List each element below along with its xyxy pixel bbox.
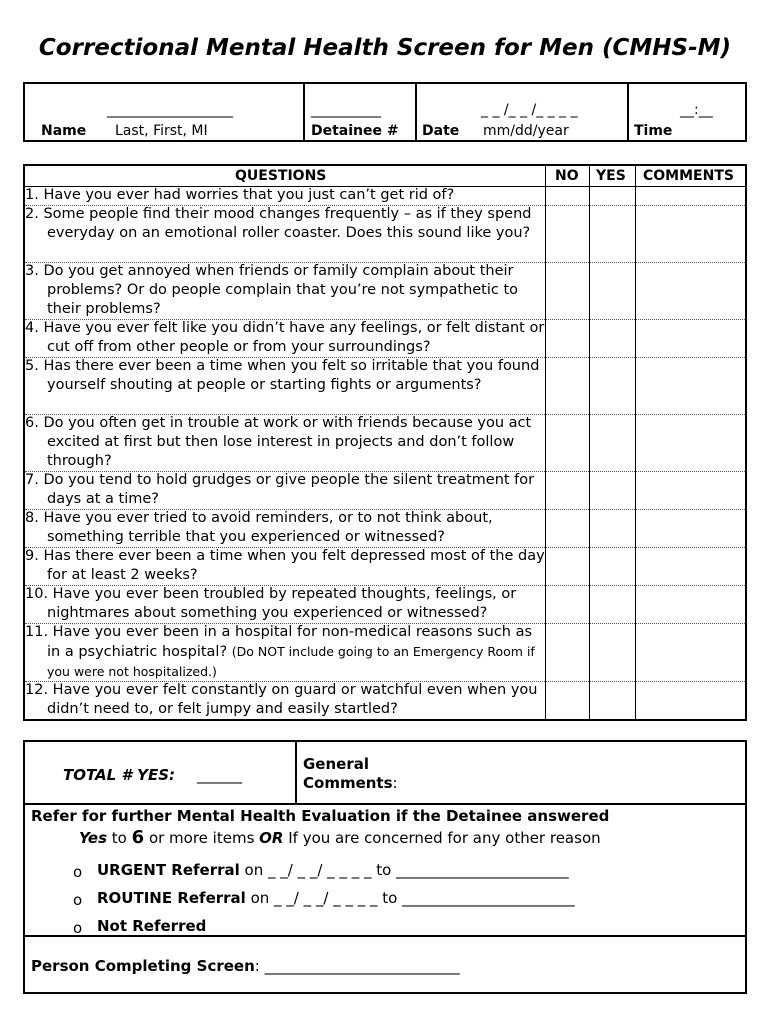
question-2-comments-cell[interactable] bbox=[636, 205, 745, 262]
question-4: 4. Have you ever felt like you didn’t have any feelings, or felt distant or cut off from other people or from your surroundings? bbox=[25, 320, 545, 355]
question-11-yes-cell[interactable] bbox=[590, 623, 635, 681]
detainee-info-box bbox=[23, 82, 747, 142]
urgent-referral: URGENT Referral on _ _/ _ _/ _ _ _ _ to _______________________ bbox=[97, 861, 569, 879]
name-label: Name bbox=[41, 123, 87, 139]
no-header: NO bbox=[555, 168, 579, 184]
name-hint: Last, First, MI bbox=[115, 123, 208, 139]
question-1-yes-cell[interactable] bbox=[590, 186, 635, 205]
question-12-comments-cell[interactable] bbox=[636, 681, 745, 719]
comments-header: COMMENTS bbox=[643, 168, 734, 184]
question-1-comments-cell[interactable] bbox=[636, 186, 745, 205]
detainee-number-field[interactable]: __________ bbox=[311, 102, 381, 118]
question-7-yes-cell[interactable] bbox=[590, 471, 635, 509]
question-3: 3. Do you get annoyed when friends or family complain about their problems? Or do people complain that you’re not sympathetic to their problems? bbox=[25, 263, 519, 317]
urgent-checkbox[interactable]: o bbox=[73, 863, 83, 881]
general-comments-label: General bbox=[303, 755, 369, 773]
date-label: Date bbox=[422, 123, 460, 139]
referral-criteria: Refer for further Mental Health Evaluation if the Detainee answered bbox=[31, 807, 610, 825]
question-5-comments-cell[interactable] bbox=[636, 357, 745, 414]
question-11-comments-cell[interactable] bbox=[636, 623, 745, 681]
question-11-no-cell[interactable] bbox=[546, 623, 589, 681]
question-7-no-cell[interactable] bbox=[546, 471, 589, 509]
question-6-no-cell[interactable] bbox=[546, 414, 589, 471]
questions-table bbox=[23, 164, 747, 721]
question-11-note: (Do NOT include going to an Emergency Room if you were not hospitalized.) bbox=[47, 644, 535, 679]
question-6-comments-cell[interactable] bbox=[636, 414, 745, 471]
question-10-no-cell[interactable] bbox=[546, 585, 589, 623]
yes-header: YES bbox=[596, 168, 626, 184]
page-title: Correctional Mental Health Screen for Men (CMHS-M) bbox=[38, 35, 732, 61]
question-9: 9. Has there ever been a time when you felt depressed most of the day for at least 2 weeks? bbox=[25, 548, 545, 583]
question-5: 5. Has there ever been a time when you felt so irritable that you found yourself shouting at people or starting fights or arguments? bbox=[25, 358, 540, 393]
question-11: 11. Have you ever been in a hospital for non-medical reasons such as in a psychiatric hospital? (Do NOT include going to an Emergency Room if you were not hospitalized.) bbox=[25, 624, 535, 679]
question-6: 6. Do you often get in trouble at work or with friends because you act excited at first but then lose interest in projects and don’t follow through? bbox=[25, 415, 532, 469]
question-8-comments-cell[interactable] bbox=[636, 509, 745, 547]
total-yes-field[interactable]: ______ bbox=[197, 766, 242, 784]
question-12-no-cell[interactable] bbox=[546, 681, 589, 719]
question-5-yes-cell[interactable] bbox=[590, 357, 635, 414]
question-6-yes-cell[interactable] bbox=[590, 414, 635, 471]
question-2: 2. Some people find their mood changes frequently – as if they spend everyday on an emotional roller coaster. Does this sound like you? bbox=[25, 206, 532, 241]
question-12: 12. Have you ever felt constantly on guard or watchful even when you didn’t need to, or felt jumpy and easily startled? bbox=[25, 682, 538, 717]
question-8-no-cell[interactable] bbox=[546, 509, 589, 547]
time-field[interactable]: __:__ bbox=[680, 102, 713, 118]
question-8-yes-cell[interactable] bbox=[590, 509, 635, 547]
question-4-yes-cell[interactable] bbox=[590, 319, 635, 357]
question-3-yes-cell[interactable] bbox=[590, 262, 635, 319]
question-10-yes-cell[interactable] bbox=[590, 585, 635, 623]
question-5-no-cell[interactable] bbox=[546, 357, 589, 414]
question-4-comments-cell[interactable] bbox=[636, 319, 745, 357]
question-9-no-cell[interactable] bbox=[546, 547, 589, 585]
question-3-no-cell[interactable] bbox=[546, 262, 589, 319]
date-hint: mm/dd/year bbox=[483, 123, 569, 139]
question-8: 8. Have you ever tried to avoid reminders, or to not think about, something terrible that you experienced or witnessed? bbox=[25, 510, 493, 545]
question-10-comments-cell[interactable] bbox=[636, 585, 745, 623]
not-referred-label: Not Referred bbox=[97, 917, 207, 935]
question-10: 10. Have you ever been troubled by repeated thoughts, feelings, or nightmares about something you experienced or witnessed? bbox=[25, 586, 517, 621]
question-7: 7. Do you tend to hold grudges or give people the silent treatment for days at a time? bbox=[25, 472, 535, 507]
question-12-yes-cell[interactable] bbox=[590, 681, 635, 719]
not-referred-checkbox[interactable]: o bbox=[73, 919, 83, 937]
routine-checkbox[interactable]: o bbox=[73, 891, 83, 909]
question-7-comments-cell[interactable] bbox=[636, 471, 745, 509]
time-label: Time bbox=[634, 123, 673, 139]
total-yes-label: TOTAL # YES: bbox=[63, 766, 176, 784]
question-9-comments-cell[interactable] bbox=[636, 547, 745, 585]
question-4-no-cell[interactable] bbox=[546, 319, 589, 357]
name-field[interactable]: __________________ bbox=[107, 102, 233, 118]
person-completing-screen[interactable]: Person Completing Screen: __________________________ bbox=[31, 957, 460, 975]
detainee-number-label: Detainee # bbox=[311, 123, 399, 139]
question-1: 1. Have you ever had worries that you just can’t get rid of? bbox=[25, 187, 455, 203]
date-field[interactable]: _ _ /_ _ /_ _ _ _ bbox=[481, 102, 578, 118]
question-9-yes-cell[interactable] bbox=[590, 547, 635, 585]
general-comments-label-2: Comments: bbox=[303, 774, 398, 792]
question-2-yes-cell[interactable] bbox=[590, 205, 635, 262]
question-2-no-cell[interactable] bbox=[546, 205, 589, 262]
question-1-no-cell[interactable] bbox=[546, 186, 589, 205]
referral-criteria-detail: Yes to 6 or more items OR If you are concerned for any other reason bbox=[79, 827, 601, 848]
question-3-comments-cell[interactable] bbox=[636, 262, 745, 319]
routine-referral: ROUTINE Referral on _ _/ _ _/ _ _ _ _ to _______________________ bbox=[97, 889, 575, 907]
questions-header: QUESTIONS bbox=[235, 168, 327, 184]
scoring-box bbox=[23, 740, 747, 994]
